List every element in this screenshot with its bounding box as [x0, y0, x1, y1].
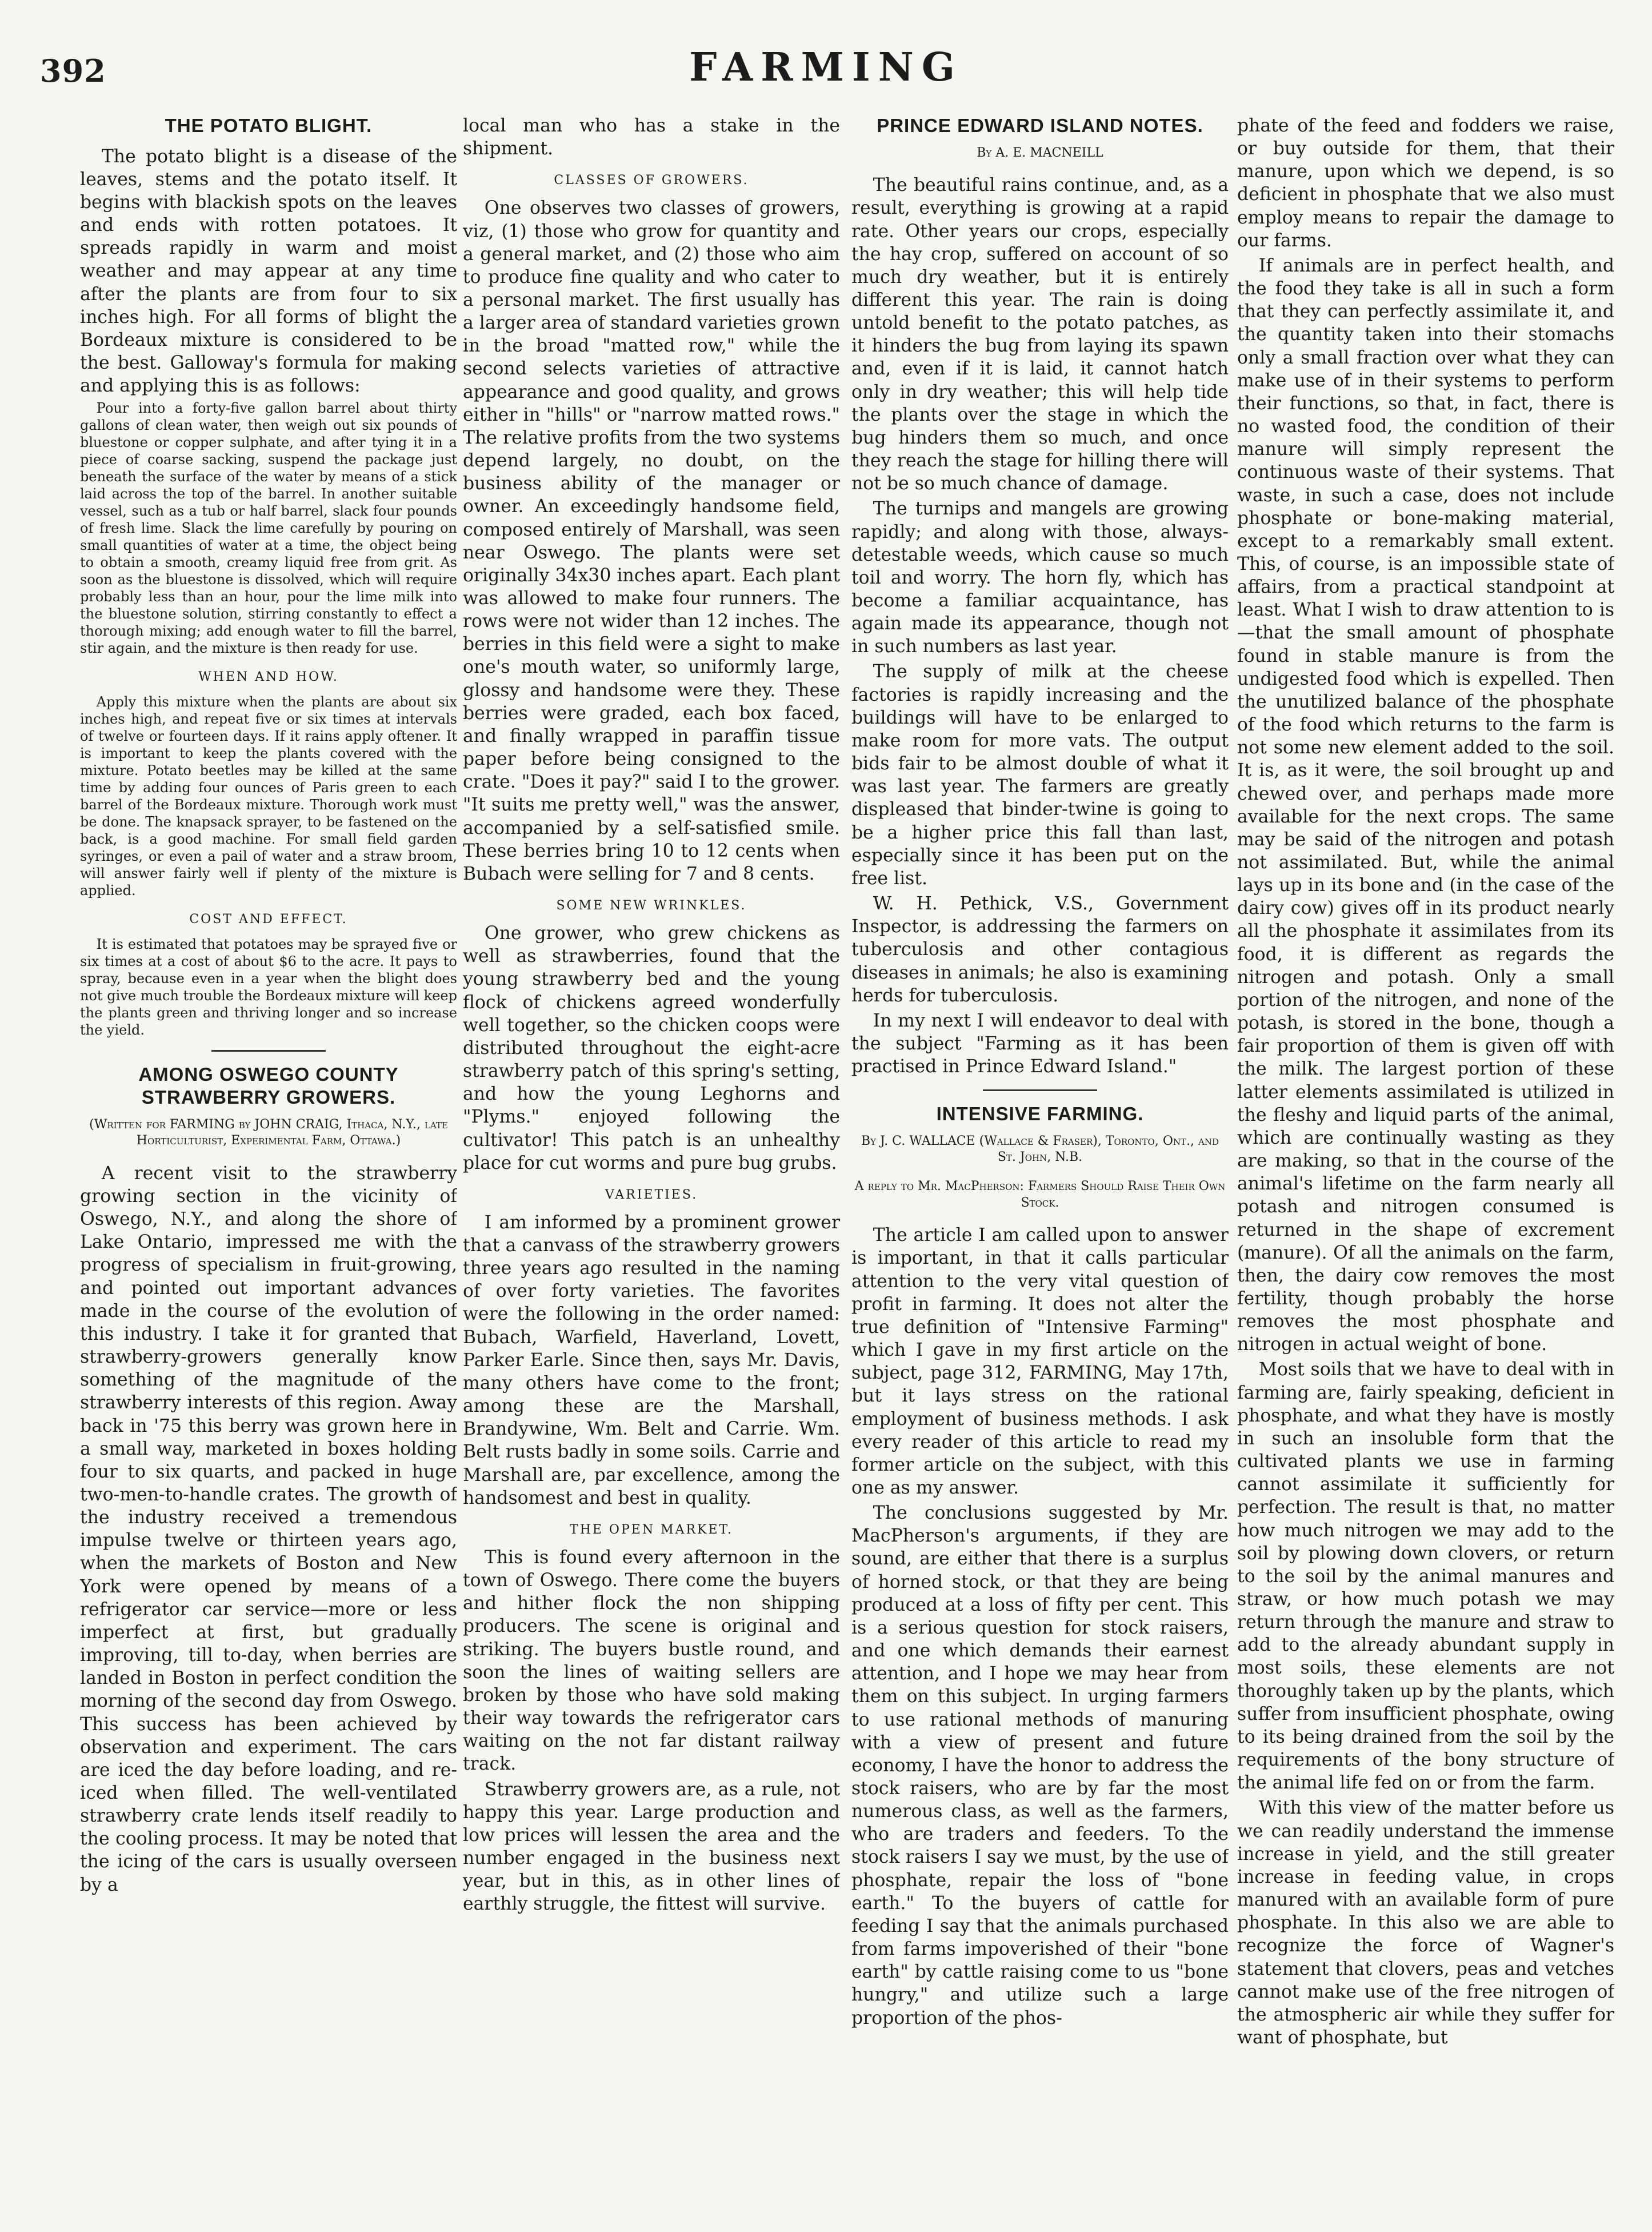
paragraph: A recent visit to the strawberry growing section in the vicinity of Oswego, N.Y., and along the shore of Lake Ontario, impressed me with the progress of specialism in fruit-growing, and pointed out important advances made in the course of the evolution of this industry. I take it for granted that strawberry-growers generally know something of the magnitude of the strawberry interests of this region. Away back in '75 this berry was grown here in a small way, marketed in boxes holding four to six quarts, and packed in huge two-men-to-handle crates. The growth of the industry received a tremendous impulse twelve or thirteen years ago, when the markets of Boston and New York were opened by means of a refrigerator car service—more or less imperfect at first, but gradually improving, till to-day, when berries are landed in Boston in perfect condition the morning of the second day from Oswego. This success has been achieved by observation and experiment. The cars are iced the day before loading, and re-iced when filled. The well-ventilated strawberry crate lends itself readily to the cooling process. It may be noted that the icing of the cars is usually overseen by a [80, 1163, 457, 1895]
paragraph: The article I am called upon to answer is important, in that it calls particular attention to the very vital question of profit in farming. It does not alter the true definition of "Intensive Farming" which I gave in my first article on the subject, page 312, FARMING, May 17th, but it lays stress on the rational employment of business methods. I ask every reader of this article to read my former article on the subject, with this one as my answer. [851, 1225, 1229, 1498]
byline: By A. E. MACNEILL [977, 145, 1103, 160]
paragraph: Most soils that we have to deal with in farming are, fairly speaking, deficient in phosphate, and what they have is mostly in such an insoluble form that the cultivated plants we use in farming cannot assimilate it sufficiently for perfection. The result is that, no matter how much nitrogen we may add to the soil by plowing down clovers, or return to the soil by the animal manures and straw, or how much potash we may return through the manure and straw to add to the already abundant supply in most soils, these elements are not thoroughly taken up by the plants, which suffer from insufficient phosphate, owing to its being drained from the soil by the requirements of the bony structure of the animal life fed on or from the farm. [1237, 1359, 1614, 1794]
paragraph: The conclusions suggested by Mr. MacPherson's arguments, if they are sound, are either that there is a surplus of horned stock, or that they are being produced at a loss of fifty per cent. This is a serious question for stock raisers, and one which demands their earnest attention, and I hope we may hear from them on this subject. In urging farmers to use rational methods of manuring with a view of present and future economy, I have the honor to address the stock raisers, who are by far the most numerous class, as well as the farmers, who are traders and feeders. To the stock raisers I say we must, by the use of phosphate, repair the loss of "bone earth." To the buyers of cattle for feeding I say that the animals purchased from farms impoverished of their "bone earth" by cattle raising come to us "bone hungry," and utilize such a large proportion of the phos- [851, 1503, 1229, 2029]
subhead-when-and-how: WHEN AND HOW. [198, 670, 339, 685]
paragraph: W. H. Pethick, V.S., Government Inspector, is addressing the farmers on tuberculosis and other contagious diseases in animals; he also is examining herds for tuberculosis. [851, 893, 1229, 1006]
formula-paragraph: Pour into a forty-five gallon barrel about thirty gallons of clean water, then weigh out six pounds of bluestone or copper sulphate, and after tying it in a piece of coarse sacking, suspend the package just beneath the surface of the water by means of a stick laid across the top of the barrel. In another suitable vessel, such as a tub or half barrel, slack four pounds of fresh lime. Slack the lime carefully by pouring on small quantities of water at a time, the object being to obtain a smooth, creamy liquid free from grit. As soon as the bluestone is dissolved, which will require probably less than an hour, pour the lime milk into the bluestone solution, stirring constantly to effect a thorough mixing; add enough water to fill the barrel, stir again, and the mixture is then ready for use. [80, 400, 457, 657]
paragraph: This is found every afternoon in the town of Oswego. There come the buyers and hither flock the non shipping producers. The scene is original and striking. The buyers bustle round, and soon the lines of waiting sellers are broken by those who have sold making their way towards the refrigerator cars waiting on the not far distant railway track. [463, 1547, 840, 1775]
paragraph: One grower, who grew chickens as well as strawberries, found that the young strawberry bed and the young flock of chickens agreed wonderfully well together, so the chicken coops were distributed throughout the eight-acre strawberry patch of this spring's setting, and how the young Leghorns and "Plyms." enjoyed following the cultivator! This patch is an unhealthy place for cut worms and pure bug grubs. [463, 923, 840, 1173]
paragraph: The turnips and mangels are growing rapidly; and along with those, always-detestable weeds, which cause so much toil and worry. The horn fly, which has become a familiar acquaintance, has again made its appearance, though not in such numbers as last year. [851, 498, 1229, 657]
paragraph: One observes two classes of growers, viz, (1) those who grow for quantity and a general market, and (2) those who aim to produce fine quality and who cater to a personal market. The first usually has a larger area of standard varieties grown in the broad "matted row," while the second selects varieties of attractive appearance and good quality, and grows either in "hills" or "narrow matted rows." The relative profits from the two systems depend largely, no doubt, on the business ability of the manager or owner. An exceedingly handsome field, composed entirely of Marshall, was seen near Oswego. The plants were set originally 34x30 inches apart. Each plant was allowed to make four runners. The rows were not wider than 12 inches. The berries in this field were a sight to make one's mouth water, so uniformly large, glossy and handsome were they. These berries were graded, each box faced, and finally wrapped in paraffin tissue paper before being consigned to the crate. "Does it pay?" said I to the grower. "It suits me pretty well," was the answer, accompanied by a self-satisfied smile. These berries bring 10 to 12 cents when Bubach were selling for 7 and 8 cents. [463, 198, 840, 884]
paragraph: The supply of milk at the cheese factories is rapidly increasing and the buildings will have to be enlarged to make room for more vats. The output bids fair to be almost double of what it was last year. The farmers are greatly displeased that binder-twine is going to be a higher price this fall than last, especially since it has been put on the free list. [851, 661, 1229, 889]
paragraph: Strawberry growers are, as a rule, not happy this year. Large production and low prices will lessen the area and the number engaged in the business next year, but in this, as in other lines of earthly struggle, the fittest will survive. [463, 1779, 840, 1915]
subhead-varieties: VARIETIES. [605, 1187, 698, 1202]
subhead-some-new-wrinkles: SOME NEW WRINKLES. [556, 899, 747, 913]
masthead: FARMING [689, 45, 963, 90]
article-title-pei-notes: PRINCE EDWARD ISLAND NOTES. [877, 115, 1203, 136]
paragraph: Apply this mixture when the plants are about six inches high, and repeat five or six times at intervals of twelve or fourteen days. If it rains apply oftener. It is important to keep the plants covered with the mixture. Potato beetles may be killed at the same time by adding four ounces of Paris green to each barrel of the Bordeaux mixture. Thorough work must be done. The knapsack sprayer, to be fastened on the back, is a good machine. For small field garden syringes, or even a pail of water and a straw broom, will answer fairly well if plenty of the mixture is applied. [80, 694, 457, 899]
column-4 [1237, 114, 1614, 2201]
paragraph: The potato blight is a disease of the leaves, stems and the potato itself. It begins with blackish spots on the leaves and ends with rotten potatoes. It spreads rapidly in warm and moist weather and may appear at any time after the plants are from four to six inches high. For all forms of blight the Bordeaux mixture is considered to be the best. Galloway's formula for making and applying this is as follows: [80, 146, 457, 397]
article-title-potato-blight: THE POTATO BLIGHT. [165, 115, 373, 136]
section-divider [983, 1089, 1097, 1091]
article-title-oswego-strawberry: AMONG OSWEGO COUNTY STRAWBERRY GROWERS. [138, 1064, 399, 1108]
paragraph: The beautiful rains continue, and, as a result, everything is growing at a rapid rate. Other years our crops, especially the hay crop, suffered on account of so much dry weather, but it is entirely different this year. The rain is doing untold benefit to the potato patches, as it hinders the bug from laying its spawn and, even if it is laid, it cannot hatch only in dry weather; this will help tide the plants over the stage in which the bug hinders them so much, and once they reach the stage for hilling there will not be so much chance of damage. [851, 175, 1229, 494]
byline-subtitle: A reply to Mr. MacPherson: Farmers Should Raise Their Own Stock. [854, 1179, 1226, 1210]
subhead-cost-and-effect: COST AND EFFECT. [189, 912, 348, 927]
byline: (Written for FARMING by JOHN CRAIG, Ithaca, N.Y., late Horticulturist, Experimental Farm, Ottawa.) [89, 1117, 448, 1148]
page-number: 392 [40, 53, 106, 89]
paragraph: In my next I will endeavor to deal with the subject "Farming as it has been practised in Prince Edward Island." [851, 1010, 1229, 1077]
paragraph: It is estimated that potatoes may be sprayed five or six times at a cost of about $6 to the acre. It pays to spray, because even in a year when the blight does not give much trouble the Bordeaux mixture will keep the plants green and thriving longer and so increase the yield. [80, 936, 457, 1039]
paragraph: If animals are in perfect health, and the food they take is all in such a form that they can perfectly assimilate it, and the quantity taken into their stomachs only a small fraction over what they can make use of in their systems to perform their functions, so that, in fact, there is no wasted food, the condition of their manure will simply represent the continuous waste of their systems. That waste, in such a case, does not include phosphate or bone-making material, except to a remarkably small extent. This, of course, is an impossible state of affairs, from a practical standpoint at least. What I wish to draw attention to is—that the small amount of phosphate found in stable manure is from the undigested food which is expelled. Then the unutilized balance of the phosphate of the food which returns to the farm is not some new element added to the soil. It is, as it were, the soil brought up and chewed over, and perhaps made more available for the next crops. The same may be said of the nitrogen and potash not assimilated. But, while the animal lays up in its bone and (in the case of the dairy cow) gives off in its product nearly all the phosphate it assimilates from its food, it is different as regards the nitrogen and potash. Only a small portion of the nitrogen, and none of the potash, is stored in the bone, though a fair proportion of them is given off with the milk. The largest portion of these latter elements assimilated is utilized in the fleshy and liquid parts of the animal, which are continually wasting as they are making, so that in the course of the animal's lifetime on the farm nearly all potash and nitrogen consumed is returned in the shape of excrement (manure). Of all the animals on the farm, then, the dairy cow removes the most fertility, though probably the horse removes the most phosphate and nitrogen in actual weight of bone. [1237, 255, 1614, 1355]
paragraph: I am informed by a prominent grower that a canvass of the strawberry growers three years ago resulted in the naming of over forty varieties. The favorites were the following in the order named: Bubach, Warfield, Haverland, Lovett, Parker Earle. Since then, says Mr. Davis, many others have come to the front; among these are the Marshall, Brandywine, Wm. Belt and Carrie. Wm. Belt rusts badly in some soils. Carrie and Marshall are, par excellence, among the handsomest and best in quality. [463, 1212, 840, 1508]
paragraph: phate of the feed and fodders we raise, or buy outside for them, that their manure, upon which we depend, is so deficient in phosphate that we also must employ means to repair the damage to our farms. [1237, 115, 1614, 251]
section-divider [211, 1050, 326, 1052]
paragraph: With this view of the matter before us we can readily understand the immense increase in yield, and the still greater increase in feeding value, in crops manured with an available form of pure phosphate. In this also we are able to recognize the force of Wagner's statement that clovers, peas and vetches cannot make use of the free nitrogen of the atmospheric air while they suffer for want of phosphate, but [1237, 1798, 1614, 2048]
paragraph: local man who has a stake in the shipment. [463, 115, 840, 159]
subhead-open-market: THE OPEN MARKET. [570, 1522, 733, 1537]
column-1 [80, 114, 457, 2201]
subhead-classes-of-growers: CLASSES OF GROWERS. [554, 173, 749, 188]
column-2 [463, 114, 840, 2201]
column-3 [851, 114, 1229, 2201]
article-title-intensive-farming: INTENSIVE FARMING. [936, 1103, 1144, 1125]
byline: By J. C. WALLACE (Wallace & Fraser), Toronto, Ont., and St. John, N.B. [861, 1133, 1219, 1165]
